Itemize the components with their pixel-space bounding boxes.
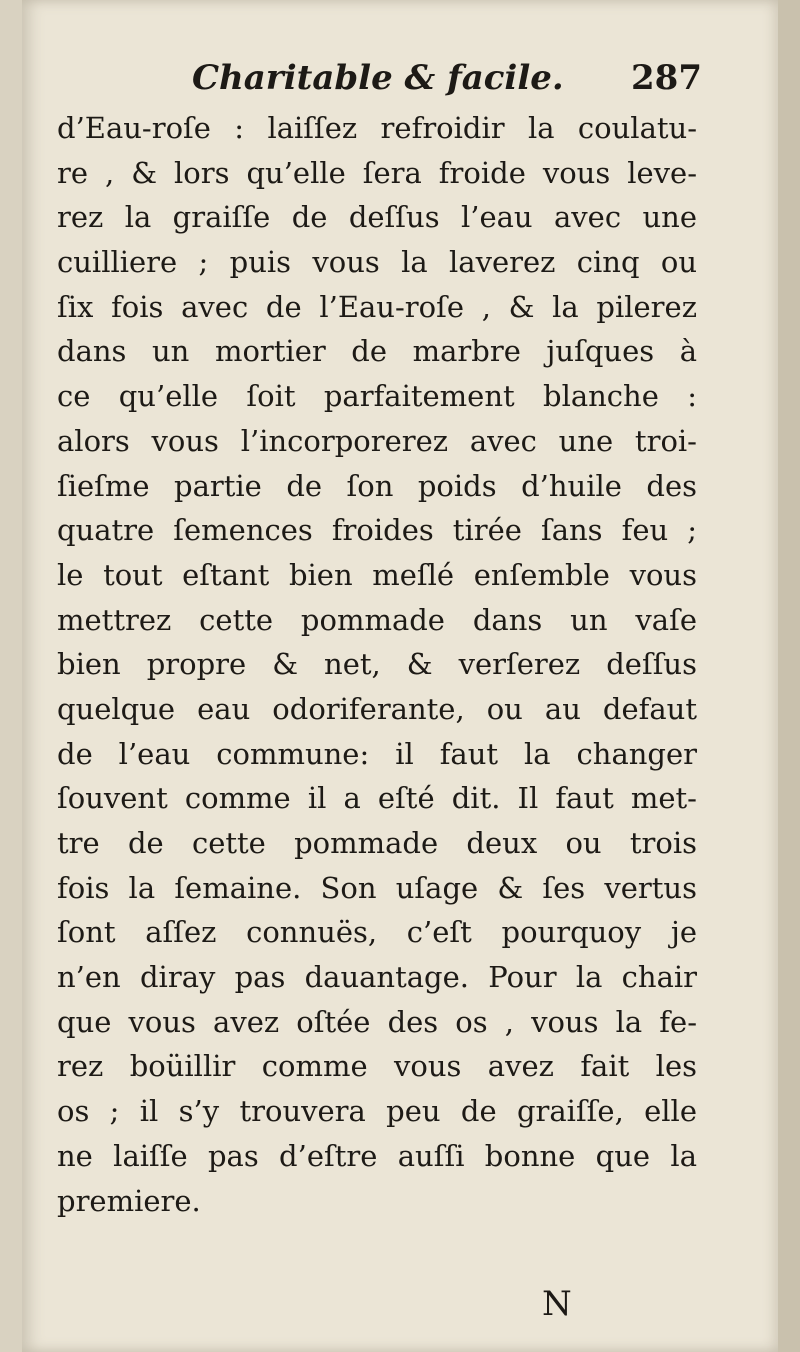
text-line: ſieſme partie de ſon poids d’huile des (57, 468, 697, 503)
text-line: rez la graiſſe de deſſus l’eau avec une (57, 200, 697, 235)
text-line: rez boüillir comme vous avez fait les (57, 1049, 697, 1084)
page-number: 287 (631, 58, 702, 98)
text-line: d’Eau-roſe : laiſſez refroidir la coulatu- (57, 111, 697, 145)
text-line: alors vous l’incorporerez avec une troi- (57, 423, 697, 458)
text-line: ſouvent comme il a eſté dit. Il faut met- (57, 781, 697, 816)
text-line: fois la ſemaine. Son uſage & ſes vertus (57, 870, 697, 905)
signature-mark: N (542, 1284, 572, 1324)
text-line: n’en diray pas dauantage. Pour la chair (57, 960, 697, 995)
book-page (22, 0, 778, 1352)
text-line: le tout eſtant bien meſlé enſemble vous (57, 557, 697, 592)
running-title: Charitable & facile. (192, 58, 564, 98)
text-line: ce qu’elle ſoit parfaitement blanche : (57, 379, 697, 414)
text-line: que vous avez oſtée des os , vous la fe- (57, 1004, 697, 1039)
text-line: os ; il s’y trouvera peu de graiſſe, elle (57, 1094, 697, 1129)
text-line: ne laiſſe pas d’eſtre auſſi bonne que la (57, 1138, 697, 1173)
text-line: tre de cette pommade deux ou trois (57, 826, 697, 860)
text-line: bien propre & net, & verſerez deſſus (57, 647, 697, 682)
body-text (57, 106, 697, 1223)
text-line: dans un mortier de marbre juſques à (57, 334, 697, 369)
text-line: premiere. (57, 1183, 201, 1218)
text-line: de l’eau commune: il faut la changer (57, 736, 697, 771)
text-line: re , & lors qu’elle ſera froide vous leve- (57, 155, 697, 190)
adjacent-page-edge (778, 0, 800, 1352)
text-line: quatre ſemences froides tirée ſans feu ; (57, 513, 697, 548)
text-line: ſix fois avec de l’Eau-roſe , & la pilerez (57, 289, 697, 324)
page-header (172, 58, 702, 106)
text-line: ſont aſſez connuës, c’eſt pourquoy je (57, 915, 697, 950)
text-line: quelque eau odoriferante, ou au defaut (57, 691, 697, 726)
text-line: mettrez cette pommade dans un vaſe (57, 602, 697, 637)
text-line: cuilliere ; puis vous la laverez cinq ou (57, 245, 697, 280)
